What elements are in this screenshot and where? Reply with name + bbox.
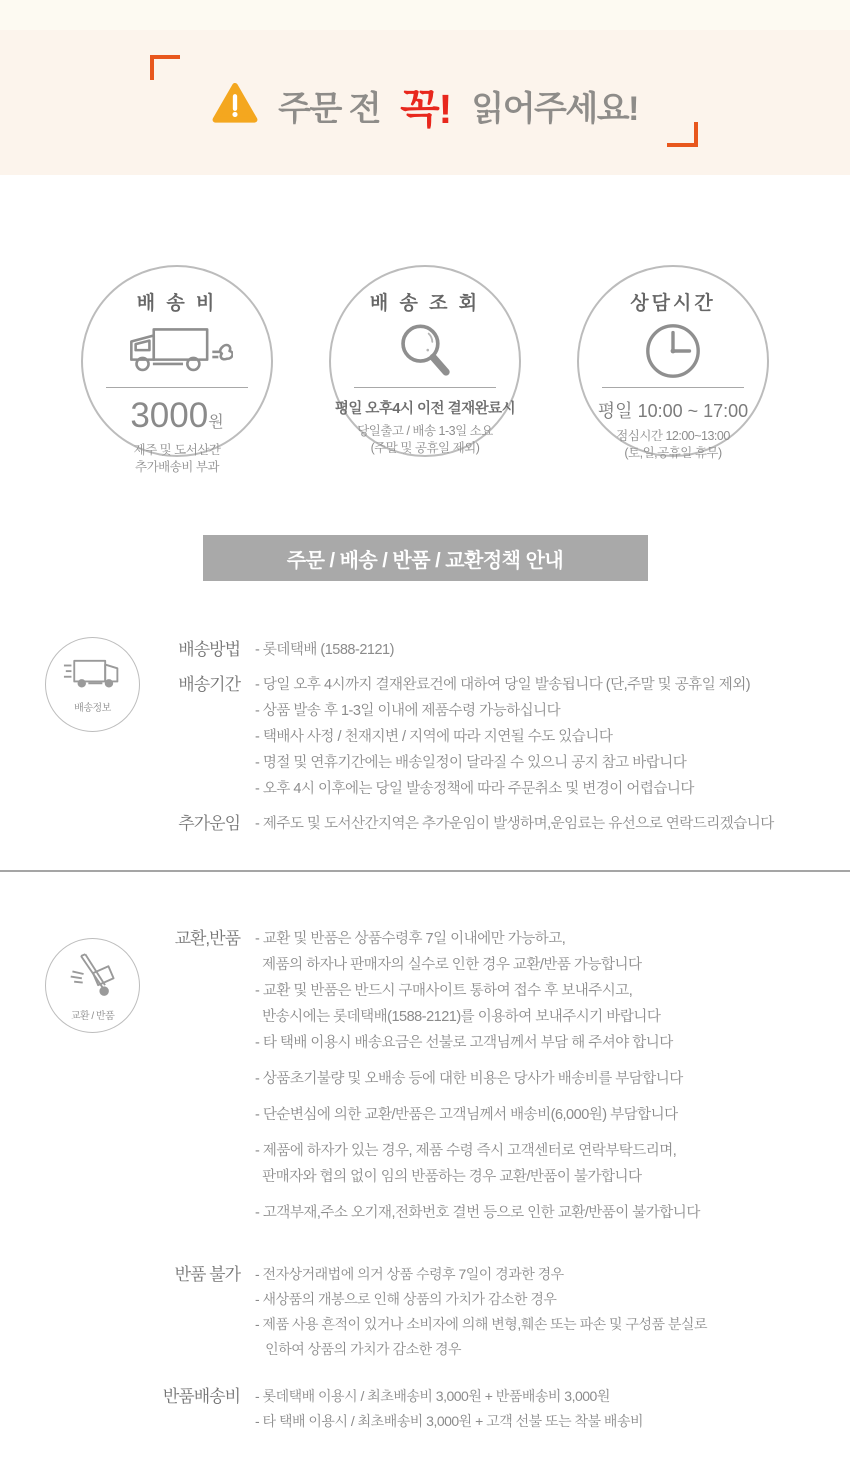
shipping-tracking-title: 배 송 조 회 [369,293,481,314]
policy-line: - 택배사 사정 / 천재지변 / 지역에 따라 지연될 수도 있습니다 [255,729,613,745]
policy-line: - 당일 오후 4시까지 결재완료건에 대하여 당일 발송됩니다 (단,주말 및 공휴일 제외) [255,677,751,693]
policy-row-label: 추가운임 [178,814,240,833]
policy-row-lines [255,1262,707,1362]
shipping-info-badge [45,637,140,732]
notice-header-content [0,76,850,135]
policy-row-label: 배송방법 [178,640,240,659]
policy-line: - 제품 사용 흔적이 있거나 소비자에 의해 변형,훼손 또는 파손 및 구성품 분실로 [255,1316,707,1332]
policy-line: 반송시에는 롯데택배(1588-2121)를 이용하여 보내주시기 바랍니다 [255,1009,661,1025]
shipping-policy-rows [130,637,850,837]
hand-truck-icon [69,949,117,1004]
tracking-note-2: (주말 및 공휴일 제외) [370,441,480,455]
policy-row-label: 반품 불가 [174,1265,240,1284]
policy-row-label: 교환,반품 [174,929,240,948]
delivery-truck-icon [63,655,123,696]
policy-row [130,811,850,837]
policy-row-lines [255,811,774,837]
policy-row [130,637,850,663]
consult-holiday-note: (토,일,공휴일 휴무) [624,446,722,460]
policy-line: - 롯데택배 이용시 / 최초배송비 3,000원 + 반품배송비 3,000원 [255,1388,610,1404]
policy-line: - 단순변심에 의한 교환/반품은 고객님께서 배송비(6,000원) 부담합니다 [255,1107,678,1123]
shipping-tracking-circle [329,265,521,457]
policy-line: - 명절 및 연휴기간에는 배송일정이 달라질 수 있으니 공지 참고 바랍니다 [255,755,687,771]
circle-divider [106,387,248,388]
policy-banner: 주문 / 배송 / 반품 / 교환정책 안내 [203,535,648,581]
shipping-fee-won: 원 [208,414,224,431]
return-exchange-section [0,926,850,1434]
line-gap [255,1056,700,1066]
truck-icon [83,315,271,387]
notice-title-emphasis: 꼭! [400,86,452,132]
policy-line: 인하여 상품의 가치가 감소한 경우 [255,1341,462,1357]
return-badge-label: 교환 / 반품 [70,1011,115,1022]
policy-row [130,672,850,802]
notice-title-pre: 주문 전 [278,90,381,128]
return-exchange-badge [45,938,140,1033]
shipping-fee-note-1: 제주 및 도서산간 [133,443,221,457]
shipping-fee-note-2: 추가배송비 부과 [135,460,219,474]
policy-row-label: 배송기간 [178,675,240,694]
policy-row-lines [255,672,750,802]
tracking-note-1: 당일출고 / 배송 1-3일 소요 [357,424,493,438]
shipping-fee-amount [83,397,271,442]
consult-hours-title: 상담시간 [630,293,716,314]
policy-line: 판매자와 협의 없이 임의 반품하는 경우 교환/반품이 불가합니다 [255,1169,642,1185]
shipping-info-section [0,637,850,837]
warning-triangle-icon [212,82,258,129]
policy-row [130,1262,850,1362]
magnifier-icon [331,315,519,387]
notice-title-post: 읽어주세요! [471,90,638,128]
policy-row [130,1384,850,1434]
consult-lunch-time: 점심시간 12:00~13:00 [616,429,730,443]
policy-line: 제품의 하자나 판매자의 실수로 인한 경우 교환/반품 가능합니다 [255,957,642,973]
line-gap [255,1190,700,1200]
section-divider [0,870,850,872]
policy-row-lines [255,926,700,1226]
consult-hours-circle [577,265,769,460]
clock-icon [579,315,767,387]
policy-row-lines [255,1384,643,1434]
policy-row [130,926,850,1226]
shipping-fee-number: 3000 [130,396,209,435]
policy-line: - 타 택배 이용시 / 최초배송비 3,000원 + 고객 선불 또는 착불 배송비 [255,1413,643,1429]
circle-divider [354,387,496,388]
policy-row-lines [255,637,394,663]
policy-line: - 전자상거래법에 의거 상품 수령후 7일이 경과한 경우 [255,1266,564,1282]
shipping-fee-circle [81,265,273,474]
consult-hours-time: 평일 10:00 ~ 17:00 [597,401,749,421]
shipping-fee-title: 배 송 비 [136,293,218,314]
policy-line: - 교환 및 반품은 반드시 구매사이트 통하여 접수 후 보내주시고, [255,983,633,999]
policy-line: - 오후 4시 이후에는 당일 발송정책에 따라 주문취소 및 변경이 어렵습니다 [255,781,694,797]
circle-divider [602,387,744,388]
shipping-badge-label: 배송정보 [74,703,111,714]
line-gap [255,1092,700,1102]
policy-line: - 제주도 및 도서산간지역은 추가운임이 발생하며,운임료는 유선으로 연락드리겠습니다 [255,816,774,832]
policy-line: - 교환 및 반품은 상품수령후 7일 이내에만 가능하고, [255,931,566,947]
notice-header [0,0,850,175]
policy-line: - 상품초기불량 및 오배송 등에 대한 비용은 당사가 배송비를 부담합니다 [255,1071,683,1087]
policy-line: - 새상품의 개봉으로 인해 상품의 가치가 감소한 경우 [255,1291,557,1307]
return-policy-rows [130,926,850,1434]
policy-line: - 타 택배 이용시 배송요금은 선불로 고객님께서 부담 해 주셔야 합니다 [255,1035,673,1051]
tracking-main-text: 평일 오후4시 이전 결재완료시 [334,401,516,417]
policy-row-label: 반품배송비 [162,1387,240,1406]
policy-line: - 제품에 하자가 있는 경우, 제품 수령 즉시 고객센터로 연락부탁드리며, [255,1143,677,1159]
policy-line: - 롯데택배 (1588-2121) [255,642,394,658]
info-circles-row [0,175,850,474]
policy-line: - 고객부재,주소 오기재,전화번호 결번 등으로 인한 교환/반품이 불가합니다 [255,1205,700,1221]
policy-line: - 상품 발송 후 1-3일 이내에 제품수령 가능하십니다 [255,703,561,719]
line-gap [255,1128,700,1138]
